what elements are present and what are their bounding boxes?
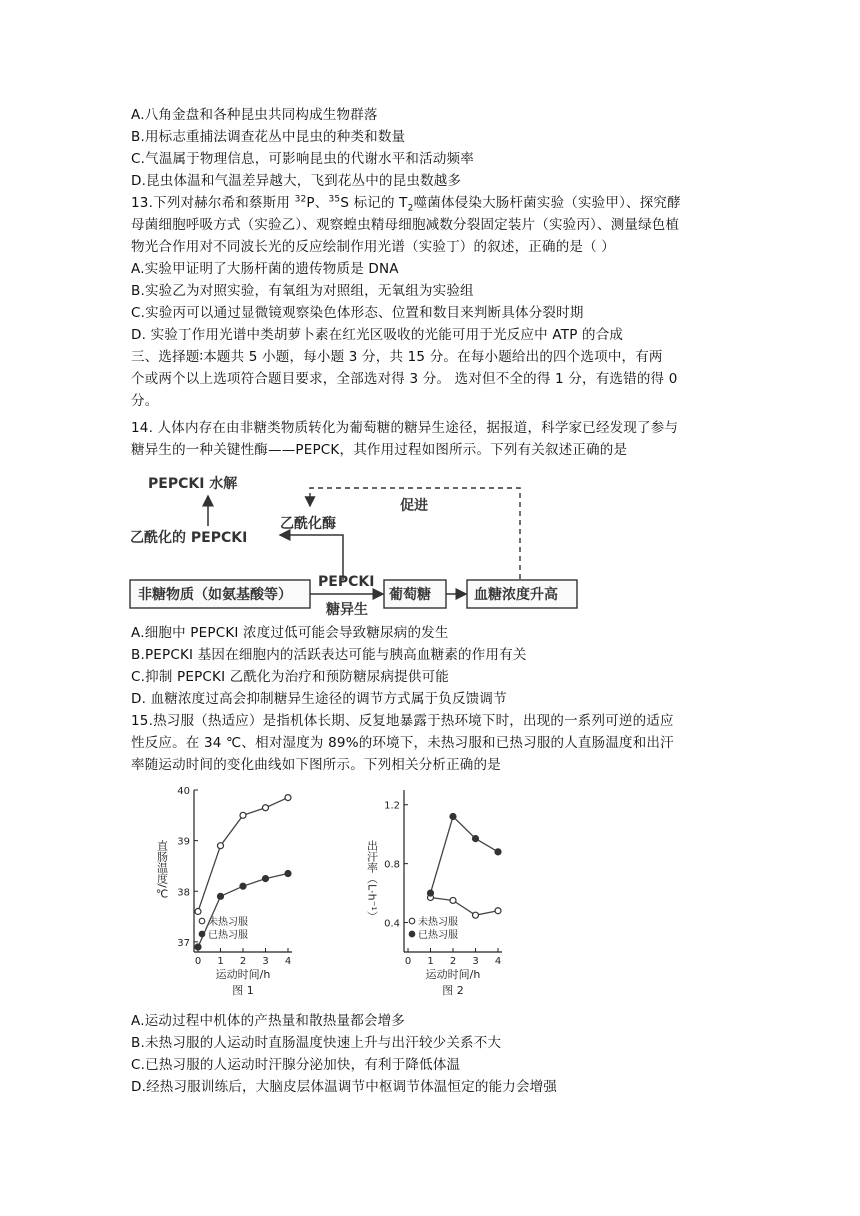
chart2-y-tick-label: 0.8 [384, 859, 400, 871]
q13-stem-line2: 母菌细胞呼吸方式（实验乙）、观察蝗虫精母细胞减数分裂固定装片（实验丙）、测量绿色植 [131, 217, 680, 233]
chart1-point [218, 843, 224, 849]
chart1-y-tick-label: 40 [177, 786, 190, 797]
chart1-x-tick-label: 1 [217, 956, 224, 967]
q14-option-b: B.PEPCKI 基因在细胞内的活跃表达可能与胰高血糖素的作用有关 [131, 647, 527, 663]
chart1-point [240, 883, 246, 889]
chart-figure-2 [350, 780, 520, 1000]
diagram-acetylated-label: 乙酰化的 PEPCKI [130, 530, 248, 546]
section3-line1: 三、选择题∶本题共 5 小题，每小题 3 分，共 15 分。在每小题给出的四个选项中，有两 [131, 349, 663, 365]
chart2-point [450, 897, 456, 903]
q13-stem-line3: 物光合作用对不同波长光的反应绘制作用光谱（实验丁）的叙述，正确的是（ ） [131, 239, 615, 255]
q14-stem-line2: 糖异生的一种关键性酶——PEPCK，其作用过程如图所示。下列有关叙述正确的是 [131, 442, 628, 458]
chart2-legend-marker [409, 931, 415, 937]
chart2-series-line-1 [431, 898, 499, 916]
q14-option-a: A.细胞中 PEPCKI 浓度过低可能会导致糖尿病的发生 [131, 625, 449, 641]
chart1-y-tick-label: 39 [177, 836, 190, 848]
q15-option-a: A.运动过程中机体的产热量和散热量都会增多 [131, 1013, 405, 1029]
chart1-x-label: 运动时间/h [215, 968, 271, 981]
chart2-title: 图 2 [442, 984, 464, 997]
diagram-gluconeogenesis-label: 糖异生 [326, 602, 368, 618]
chart2-point [450, 814, 456, 820]
q13-option-d: D. 实验丁作用光谱中类胡萝卜素在红光区吸收的光能可用于光反应中 ATP 的合成 [131, 327, 624, 343]
q13-option-a: A.实验甲证明了大肠杆菌的遗传物质是 DNA [131, 261, 399, 277]
chart2-point [473, 836, 479, 842]
chart1-point [195, 944, 201, 950]
chart1-x-tick-label: 2 [239, 956, 247, 967]
chart1-legend-marker [199, 918, 205, 924]
chart1-x-tick-label: 4 [284, 956, 292, 967]
chart2-y-label: 出汗率（L·h⁻¹） [365, 840, 379, 922]
q15-option-d: D.经热习服训练后，大脑皮层体温调节中枢调节体温恒定的能力会增强 [131, 1079, 558, 1095]
chart-figure-1 [140, 780, 310, 1000]
q12-option-c: C.气温属于物理信息，可影响昆虫的代谢水平和活动频率 [131, 151, 474, 167]
q14-pathway-diagram [128, 468, 588, 618]
section3-line2: 个或两个以上选项符合题目要求，全部选对得 3 分。 选对但不全的得 1 分，有选错的得 0 [131, 371, 678, 387]
chart2-x-tick-label: 0 [404, 956, 412, 967]
q15-option-b: B.未热习服的人运动时直肠温度快速上升与出汗较少关系不大 [131, 1035, 502, 1051]
chart2-x-tick-label: 2 [449, 956, 457, 967]
chart1-point [285, 795, 291, 801]
chart2-x-tick-label: 3 [472, 956, 479, 967]
chart2-x-tick-label: 4 [494, 956, 502, 967]
chart1-point [263, 805, 269, 811]
q13-option-b: B.实验乙为对照实验，有氧组为对照组，无氧组为实验组 [131, 283, 474, 299]
chart1-x-tick-label: 3 [262, 956, 269, 967]
chart2-x-tick-label: 1 [427, 956, 434, 967]
chart1-point [218, 893, 224, 899]
q13-stem-line1: 13.下列对赫尔希和蔡斯用 $^{32}$P、$^{35}$S 标记的 $T_2$噬菌体侵染大肠杆菌实验（实验甲）、探究酵 [131, 194, 681, 214]
q15-option-c: C.已热习服的人运动时汗腺分泌加快，有利于降低体温 [131, 1057, 461, 1073]
chart2-y-tick-label: 0.4 [384, 918, 400, 930]
chart1-title: 图 1 [232, 984, 254, 997]
chart2-series-line-2 [431, 817, 499, 894]
chart2-point [428, 890, 434, 896]
chart1-y-tick-label: 38 [177, 887, 190, 899]
chart2-legend-label: 已热习服 [418, 930, 458, 941]
section3-line3: 分。 [131, 393, 159, 409]
q12-option-a: A.八角金盘和各种昆虫共同构成生物群落 [131, 107, 378, 123]
q15-stem-line2: 性反应。在 34 ℃、相对湿度为 89%的环境下，未热习服和已热习服的人直肠温度和出汗 [131, 735, 674, 751]
chart1-legend-label: 已热习服 [208, 930, 248, 941]
chart1-y-label: 直肠温度/℃ [155, 840, 169, 901]
chart2-point [473, 912, 479, 918]
q15-stem-line1: 15.热习服（热适应）是指机体长期、反复地暴露于热环境下时，出现的一系列可逆的适应 [131, 713, 674, 729]
q14-option-d: D. 血糖浓度过高会抑制糖异生途径的调节方式属于负反馈调节 [131, 691, 507, 707]
q12-option-b: B.用标志重捕法调查花丛中昆虫的种类和数量 [131, 129, 406, 145]
diagram-source-label: 非糖物质（如氨基酸等） [138, 587, 292, 603]
q14-stem-line1: 14. 人体内存在由非糖类物质转化为葡萄糖的糖异生途径，据报道，科学家已经发现了参与 [131, 420, 679, 436]
diagram-glucose-label: 葡萄糖 [389, 587, 431, 603]
q15-stem-line3: 率随运动时间的变化曲线如下图所示。下列相关分析正确的是 [131, 757, 501, 773]
diagram-pepcki-label: PEPCKI [318, 574, 375, 590]
chart1-legend-marker [199, 931, 205, 937]
chart1-point [195, 909, 201, 915]
chart2-x-label: 运动时间/h [425, 968, 481, 981]
chart1-point [263, 876, 269, 882]
diagram-blood-sugar-label: 血糖浓度升高 [474, 587, 558, 603]
diagram-enzyme-label: 乙酰化酶 [280, 516, 336, 532]
q14-option-c: C.抑制 PEPCKI 乙酰化为治疗和预防糖尿病提供可能 [131, 669, 449, 685]
chart1-y-tick-label: 37 [177, 937, 190, 949]
chart2-point [495, 908, 501, 914]
chart2-point [495, 849, 501, 855]
q13-option-c: C.实验丙可以通过显微镜观察染色体形态、位置和数目来判断具体分裂时期 [131, 305, 584, 321]
diagram-hydrolysis-label: PEPCKI 水解 [148, 476, 238, 492]
chart2-legend-label: 未热习服 [418, 917, 458, 928]
chart1-legend-label: 未热习服 [208, 917, 248, 928]
diagram-promote-label: 促进 [400, 498, 428, 514]
chart1-point [285, 871, 291, 877]
chart1-point [240, 812, 246, 818]
q12-option-d: D.昆虫体温和气温差异越大，飞到花丛中的昆虫数越多 [131, 173, 462, 189]
chart2-legend-marker [409, 918, 415, 924]
chart1-x-tick-label: 0 [194, 956, 202, 967]
chart2-y-tick-label: 1.2 [384, 800, 400, 812]
